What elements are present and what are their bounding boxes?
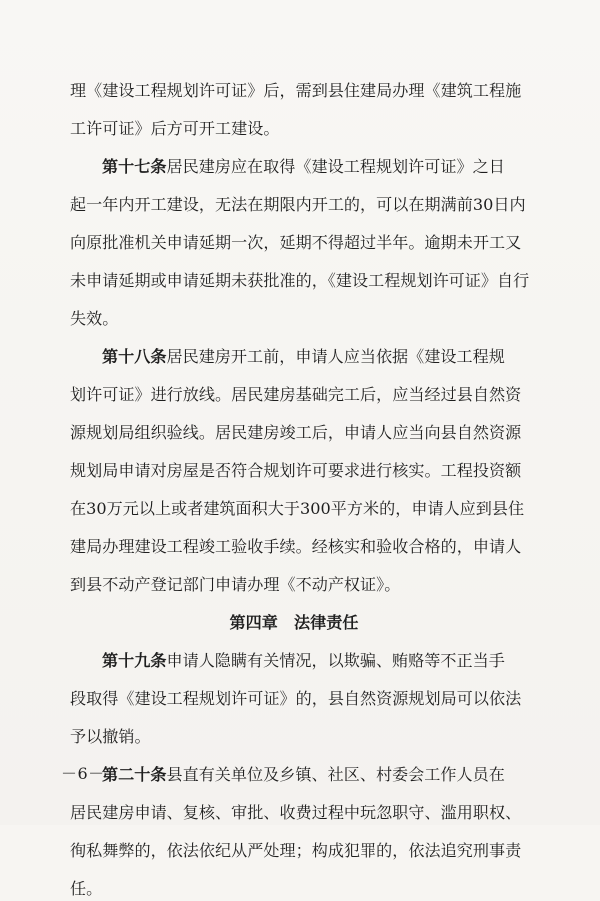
body-line-8: 失效。: [70, 309, 119, 328]
article-20-line-1: [70, 763, 518, 787]
body-line-2: 工许可证》后方可开工建设。: [70, 119, 280, 138]
chapter-heading: 第四章 法律责任: [229, 613, 359, 632]
body-line-20: 段取得《建设工程规划许可证》的，县自然资源规划局可以依法: [70, 689, 522, 708]
body-line-7: 未申请延期或申请延期未获批准的，《建设工程规划许可证》自行: [70, 271, 530, 290]
article-19-text: 申请人隐瞒有关情况，以欺骗、贿赂等不正当手: [166, 651, 505, 670]
page-number: －6－: [61, 764, 105, 783]
body-line-15: 建局办理建设工程竣工验收手续。经核实和验收合格的，申请人: [70, 537, 522, 556]
article-19-heading: 第十九条: [102, 651, 167, 670]
article-18-heading: 第十八条: [102, 347, 167, 366]
body-line-21: 予以撤销。: [70, 727, 151, 746]
body-line-1: 理《建设工程规划许可证》后，需到县住建局办理《建筑工程施: [70, 81, 522, 100]
article-20-heading: 第二十条: [102, 765, 167, 784]
article-17-heading: 第十七条: [102, 157, 167, 176]
body-line-12: 源规划局组织验线。居民建房竣工后，申请人应当向县自然资源: [70, 423, 522, 442]
article-18-text: 居民建房开工前，申请人应当依据《建设工程规: [166, 347, 505, 366]
article-17-line-1: [70, 155, 518, 179]
body-line-5: 起一年内开工建设，无法在期限内开工的，可以在期满前30日内: [70, 195, 526, 214]
article-18-line-1: [70, 345, 518, 369]
article-17-text: 居民建房应在取得《建设工程规划许可证》之日: [166, 157, 505, 176]
body-line-16: 到县不动产登记部门申请办理《不动产权证》。: [70, 575, 401, 594]
body-line-25: 徇私舞弊的，依法依纪从严处理；构成犯罪的，依法追究刑事责: [70, 841, 522, 860]
body-line-26: 任。: [70, 879, 103, 898]
body-line-13: 规划局申请对房屋是否符合规划许可要求进行核实。工程投资额: [70, 461, 522, 480]
body-line-14: 在30万元以上或者建筑面积大于300平方米的，申请人应到县住: [70, 499, 525, 518]
body-line-24: 居民建房申请、复核、审批、收费过程中玩忽职守、滥用职权、: [70, 803, 522, 822]
body-line-11: 划许可证》进行放线。居民建房基础完工后，应当经过县自然资: [70, 385, 522, 404]
article-19-line-1: [70, 649, 518, 673]
article-20-text: 县直有关单位及乡镇、社区、村委会工作人员在: [166, 765, 505, 784]
body-line-6: 向原批准机关申请延期一次，延期不得超过半年。逾期未开工又: [70, 233, 522, 252]
